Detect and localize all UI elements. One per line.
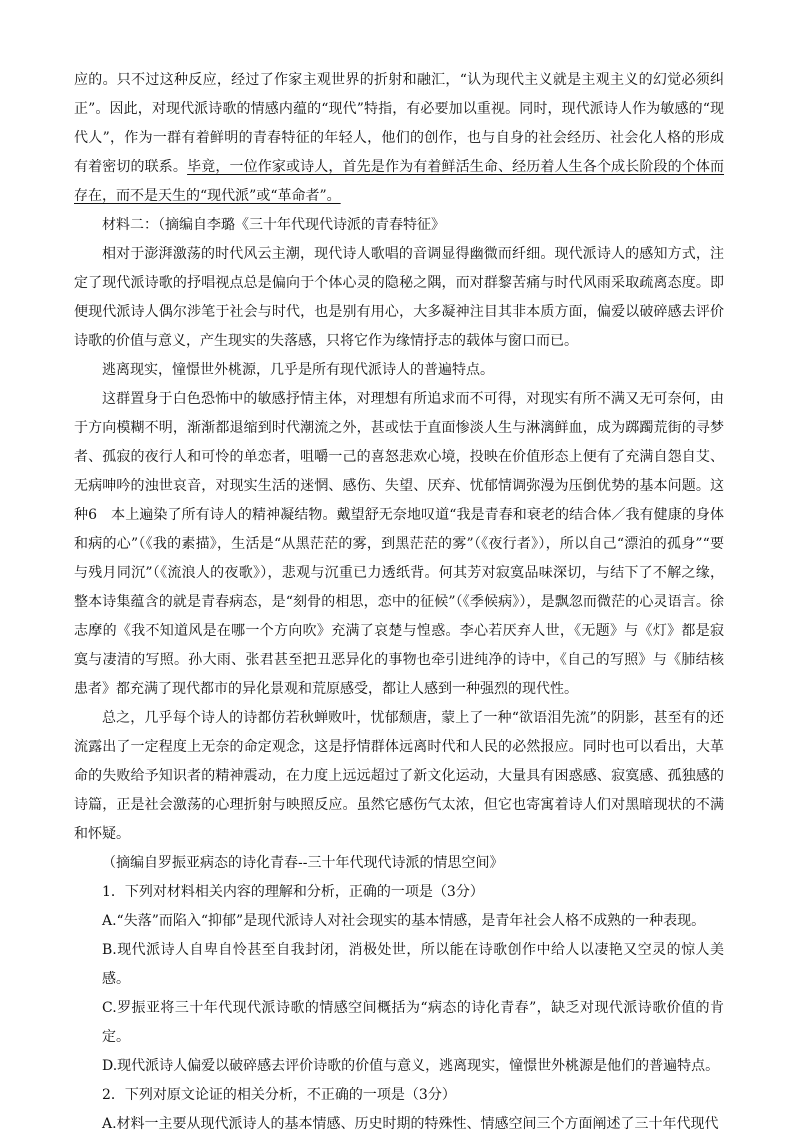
material2-heading: 材料二：（摘编自李璐《三十年代现代诗派的青春特征》 (102, 217, 445, 233)
material2-paragraph-1: 相对于澎湃激荡的时代风云主潮，现代诗人歌唱的音调显得幽微而纤细。现代派诗人的感知方式，注定了现代派诗歌的抒唱视点总是偏向于个体心灵的隐秘之隅，而对群黎苦痛与时代风雨采取疏离态度。即便现代派诗人偶尔涉笔于社会与时代，也是别有用心，大多凝神注目其非本质方面，偏爱以破碎感去评价诗歌的价值与意义，产生现实的失落感，只将它作为缘情抒志的载体与窗口而已。 (74, 246, 724, 349)
question-2-stem: 2．下列对原文论证的相关分析，不正确的一项是（3分） (102, 1087, 456, 1103)
question-1-option-c: C.罗振亚将三十年代现代派诗歌的情感空间概括为“病态的诗化青春”，缺乏对现代派诗歌价值的肯定。 (102, 1000, 724, 1045)
material1-tail-paragraph (74, 66, 724, 211)
material1-tail-text: 应的。只不过这种反应，经过了作家主观世界的折射和融汇，“认为现代主义就是主观主义的幻觉必须纠正”。因此，对现代派诗歌的情感内蕴的“现代”特指，有必要加以重视。同时，现代派诗人作为敏感的“现代人”，作为一群有着鲜明的青春特征的年轻人，他们的创作，也与自身的社会经历、社会化人格的形成有着密切的联系。 (74, 72, 724, 175)
question-1-stem: 1．下列对材料相关内容的理解和分析，正确的一项是（3分） (102, 884, 484, 900)
question-1-option-a: A.“失落”而陷入“抑郁”是现代派诗人对社会现实的基本情感，是青年社会人格不成熟的一种表现。 (102, 913, 706, 929)
material2-paragraph-3: 这群置身于白色恐怖中的敏感抒情主体，对理想有所追求而不可得，对现实有所不满又无可奈何，由于方向模糊不明，渐渐都退缩到时代潮流之外，甚或怯于直面惨淡人生与淋漓鲜血，成为踯躅荒街的寻梦者、孤寂的夜行人和可怜的单恋者，咀嚼一己的喜怒悲欢心境，投映在价值形态上便有了充满自怨自艾、无病呻吟的浊世哀音，对现实生活的迷惘、感伤、失望、厌弃、忧郁情调弥漫为压倒优势的基本问题。这种6 本上遍染了所有诗人的精神凝结物。戴望舒无奈地叹道“我是青春和衰老的结合体／我有健康的身体和病的心”（《我的素描》，生活是“从黑茫茫的雾，到黑茫茫的雾”（《夜行者》），所以自己“漂泊的孤身”“要与残月同沉”（《流浪人的夜歌》），悲观与沉重已力透纸背。何其芳对寂寞品味深切，与结下了不解之缘，整本诗集蕴含的就是青春病态，是“刻骨的相思，恋中的征候”（《季候病》），是飘忽而微茫的心灵语言。徐志摩的《我不知道风是在哪一个方向吹》充满了哀楚与惶惑。李心若厌弃人世，《无题》与《灯》都是寂寞与凄清的写照。孙大雨、张君甚至把丑恶异化的事物也牵引进纯净的诗中，《自己的写照》与《肺结核患者》都充满了现代都市的异化景观和荒原感受，都让人感到一种强烈的现代性。 (74, 391, 724, 697)
material2-paragraph-2: 逃离现实，憧憬世外桃源，几乎是所有现代派诗人的普遍特点。 (102, 362, 494, 378)
question-2-option-a: A.材料一主要从现代派诗人的基本情感、历史时期的特殊性、情感空间三个方面阐述了三十年代现代 (102, 1116, 719, 1132)
document-page (74, 66, 724, 1139)
material2-source: （摘编自罗振亚病态的诗化青春--三十年代现代诗派的情思空间》 (102, 855, 504, 871)
question-1-option-d: D.现代派诗人偏爱以破碎感去评价诗歌的价值与意义，逃离现实，憧憬世外桃源是他们的普遍特点。 (102, 1058, 720, 1074)
material2-paragraph-4: 总之，几乎每个诗人的诗都仿若秋蝉败叶，忧郁颓唐，蒙上了一种“欲语泪先流”的阴影，甚至有的还流露出了一定程度上无奈的命定观念，这是抒情群体远离时代和人民的必然报应。同时也可以看出，大革命的失败给予知识者的精神震动，在力度上远远超过了新文化运动，大量具有困惑感、寂寞感、孤独感的诗篇，正是社会激荡的心理折射与映照反应。虽然它感伤气太浓，但它也寄寓着诗人们对黑暗现状的不满和怀疑。 (74, 710, 724, 842)
material1-underlined-sentence: 毕竟，一位作家或诗人，首先是作为有着鲜活生命、经历着人生各个成长阶段的个体而存在，而不是天生的“现代派”或“革命者”。 (74, 159, 725, 204)
question-1-option-b: B.现代派诗人自卑自怜甚至自我封闭，消极处世，所以能在诗歌创作中给人以凄艳又空灵的惊人美感。 (102, 942, 724, 987)
